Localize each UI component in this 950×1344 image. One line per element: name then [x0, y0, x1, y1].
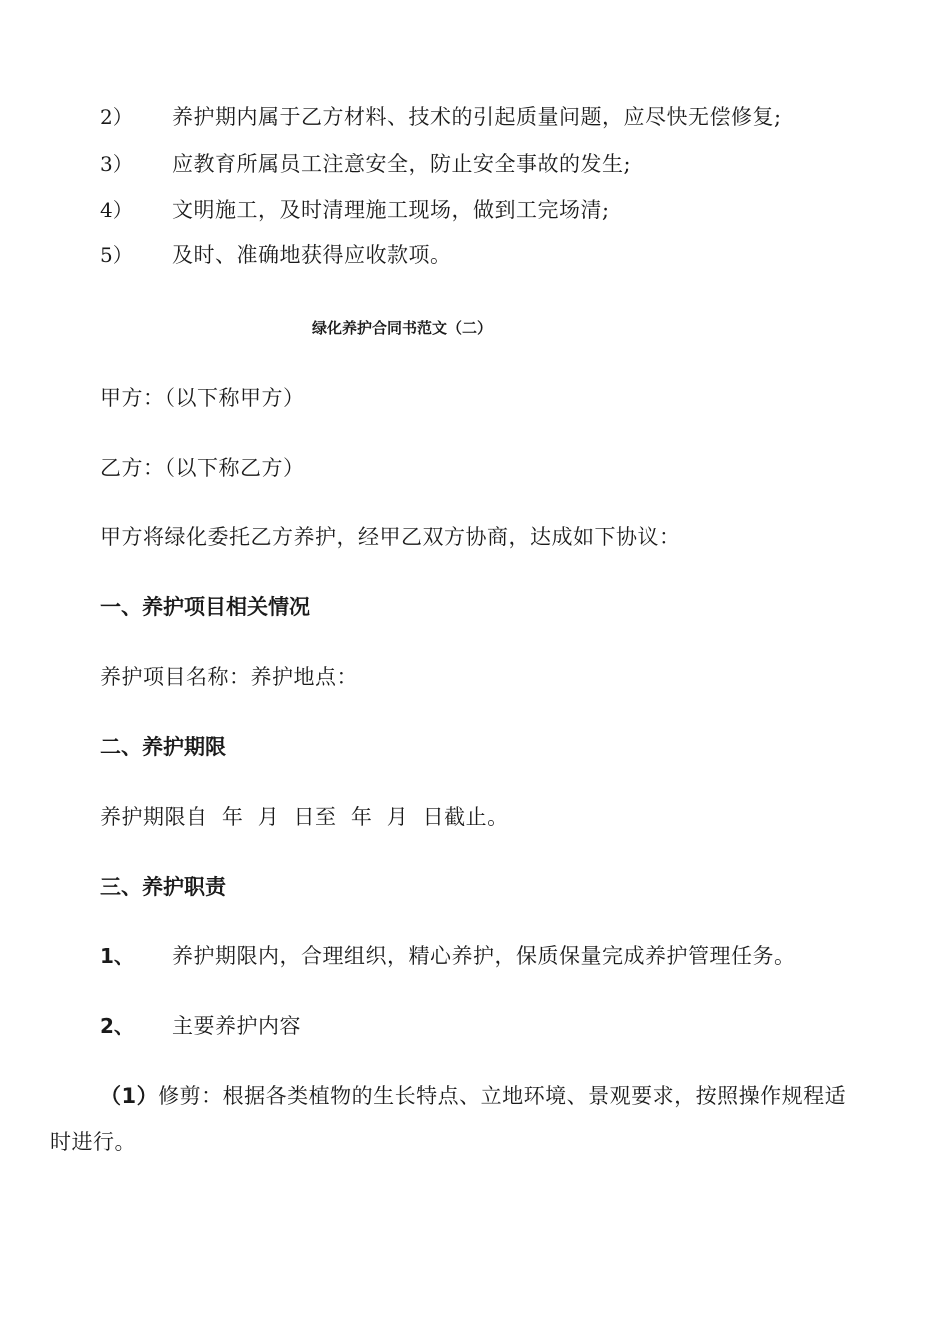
section-heading-3: 三、养护职责	[100, 875, 226, 899]
sub-item-label: （1）	[100, 1084, 159, 1108]
list-item-text: 养护期内属于乙方材料、技术的引起质量问题，应尽快无偿修复;	[172, 105, 782, 129]
section-heading-1: 一、养护项目相关情况	[100, 595, 310, 619]
section-2-text: 养护期限自 年 月 日至 年 月 日截止。	[100, 805, 509, 829]
section-heading-2: 二、养护期限	[100, 735, 226, 759]
list-item-number: 2）	[100, 105, 133, 129]
sub-item-line	[100, 1082, 846, 1110]
list-item-text: 应教育所属员工注意安全，防止安全事故的发生;	[172, 152, 632, 176]
list-item-text: 养护期限内，合理组织，精心养护，保质保量完成养护管理任务。	[172, 944, 796, 968]
sub-item-text: 修剪：根据各类植物的生长特点、立地环境、景观要求，按照操作规程适	[158, 1084, 847, 1108]
party-b-line: 乙方：（以下称乙方）	[100, 456, 305, 480]
list-item-text: 文明施工，及时清理施工现场，做到工完场清;	[172, 198, 610, 222]
list-item-number: 4）	[100, 198, 133, 222]
list-item-number: 3）	[100, 152, 133, 176]
sub-item-continuation: 时进行。	[50, 1130, 136, 1154]
list-item-number: 1、	[100, 944, 134, 968]
document-title: 绿化养护合同书范文（二）	[312, 319, 493, 337]
section-1-text: 养护项目名称：养护地点：	[100, 665, 358, 689]
party-a-line: 甲方：（以下称甲方）	[100, 386, 305, 410]
intro-paragraph: 甲方将绿化委托乙方养护，经甲乙双方协商，达成如下协议：	[100, 525, 681, 549]
list-item-number: 5）	[100, 243, 133, 267]
list-item-number: 2、	[100, 1014, 134, 1038]
list-item-text: 主要养护内容	[172, 1014, 301, 1038]
list-item-text: 及时、准确地获得应收款项。	[172, 243, 452, 267]
